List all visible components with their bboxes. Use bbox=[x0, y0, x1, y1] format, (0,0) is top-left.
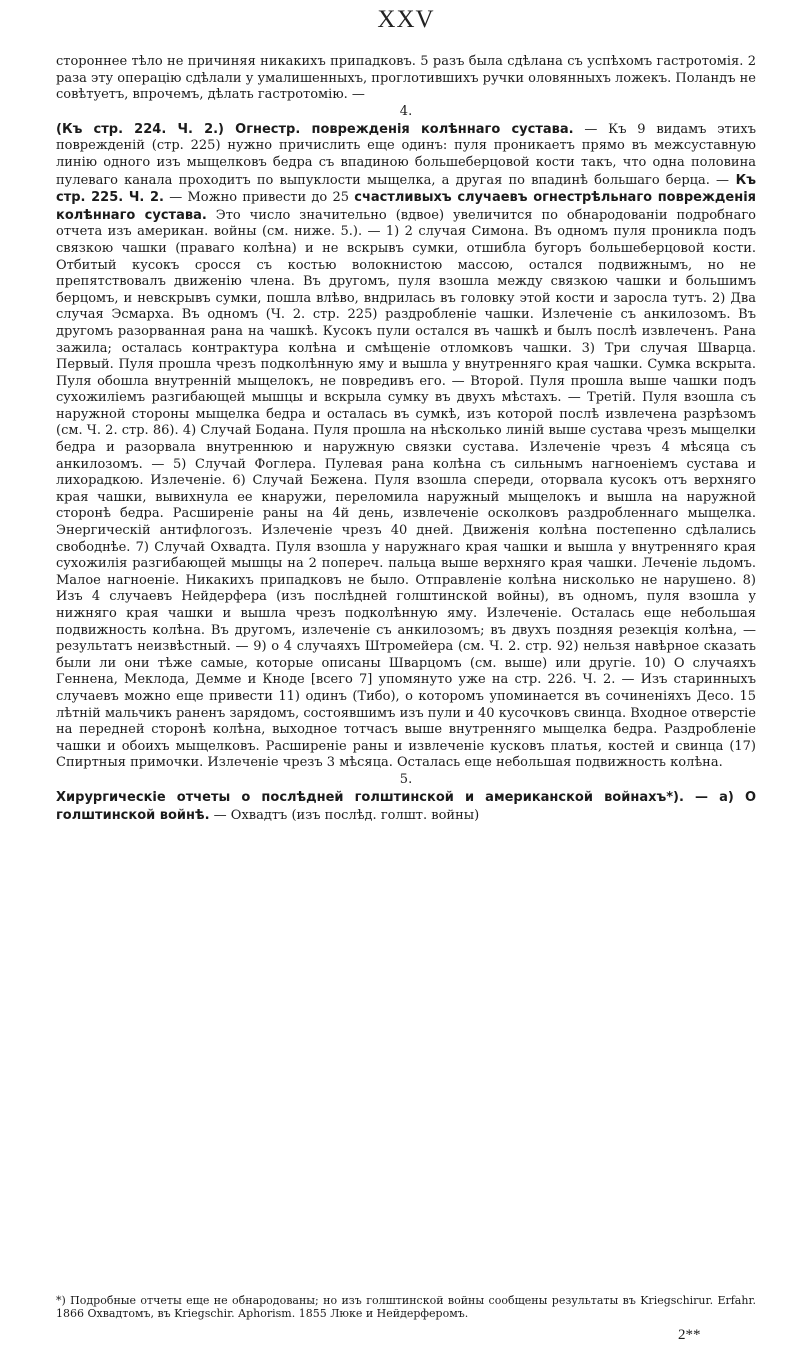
paragraph-knee-injuries bbox=[56, 121, 756, 772]
paragraph-text: — Можно привести до 25 bbox=[163, 190, 355, 206]
paragraph-gastrotomy: стороннее тѣло не причиняя никакихъ припадковъ. 5 разъ была сдѣлана съ успѣхомъ гастротомія. 2 раза эту операцію сдѣлали у умалишенныхъ, проглотившихъ ручки оловянныхъ ложекъ. Поландъ не совѣтуетъ, впрочемъ, дѣлать гастротомію. — bbox=[56, 54, 756, 103]
page bbox=[56, 0, 756, 1359]
paragraph-heading: (Къ стр. 224. Ч. 2.) Огнестр. поврежденія колѣннаго сустава. bbox=[56, 121, 574, 137]
printer-signature: 2** bbox=[678, 1327, 701, 1343]
paragraph-text: — Къ 9 видамъ этихъ поврежденій (стр. 225) нужно причислить еще одинъ: пуля проникаетъ прямо въ межсуставную линію одного изъ мыщелковъ бедра съ впадиною большеберцовой кости такъ, что одна половина пулеваго канала проходитъ по выпуклости мыщелка, а другая по впадинѣ большаго берца. — bbox=[56, 121, 756, 188]
body-text bbox=[56, 54, 756, 824]
page-number: XXV bbox=[377, 6, 435, 33]
section-number-4: 4. bbox=[399, 103, 413, 119]
paragraph-heading: счастливыхъ случаевъ огнестрѣльнаго поврежденія колѣннаго сустава. bbox=[56, 190, 756, 223]
paragraph-war-reports bbox=[56, 789, 756, 824]
section-number-5: 5. bbox=[399, 771, 413, 787]
paragraph-heading: Къ стр. 225. Ч. 2. bbox=[56, 172, 757, 206]
paragraph-text: — Охвадтъ (изъ послѣд. голшт. войны) bbox=[209, 807, 480, 823]
footnote: *) Подробные отчеты еще не обнародованы; но изъ голштинской войны сообщены результаты въ Kriegschirur. Erfahr. 1866 Охвадтомъ, въ Kriegschir. Aphorism. 1855 Люке и Нейдерферомъ. bbox=[56, 1294, 756, 1320]
paragraph-text: Это число значительно (вдвое) увеличится по обнародованіи подробнаго отчета изъ американ. войны (см. ниже. 5.). — 1) 2 случая Симона. Въ одномъ пуля проникла подъ связкою чашки (праваго колѣна) и не вскрывъ сумки, отшибла бугоръ большеберцовой кости. Отбитый кусокъ сросся съ костью волокнистою массою, остался подвижнымъ, но не препятствовалъ движенію члена. Въ другомъ, пуля взошла между связкою чашки и большимъ берцомъ, и невскрывъ сумки, пошла влѣво, вндрилась въ головку этой кости и заросла тутъ. 2) Два случая Эсмарха. Въ одномъ (Ч. 2. стр. 225) раздробленіе чашки. Излеченіе съ анкилозомъ. Въ другомъ разорванная рана на чашкѣ. Кусокъ пули остался въ чашкѣ и былъ послѣ извлеченъ. Рана зажила; осталась контрактура колѣна и смѣщеніе отломковъ чашки. 3) Три случая Шварца. Первый. Пуля прошла чрезъ подколѣнную яму и вышла у внутренняго края чашки. Сумка вскрыта. Пуля обошла внутренній мыщелокъ, не повредивъ его. — Второй. Пуля прошла выше чашки подъ сухожиліемъ разгибающей мышцы и вскрыла сумку въ двухъ мѣстахъ. — Третій. Пуля взошла съ наружной стороны мыщелка бедра и осталась въ сумкѣ, изъ которой послѣ извлечена разрѣзомъ (см. Ч. 2. стр. 86). 4) Случай Бодана. Пуля прошла на нѣсколько линій выше сустава чрезъ мыщелки бедра и разорвала внутреннюю и наружную связки сустава. Излеченіе чрезъ 4 мѣсяца съ анкилозомъ. — 5) Случай Фоглера. Пулевая рана колѣна съ сильнымъ нагноеніемъ сустава и лихорадкою. Излеченіе. 6) Случай Бежена. Пуля взошла спереди, оторвала кусокъ отъ верхняго края чашки, вывихнула ее кнаружи, переломила наружный мыщелокъ и вышла на наружной сторонѣ бедра. Расширеніе раны на 4й день, извлеченіе осколковъ раздробленнаго мыщелка. Энергическій антифлогозъ. Излеченіе чрезъ 40 дней. Движенія колѣна постепенно сдѣлались свободнѣе. 7) Случай Охвадта. Пуля взошла у наружнаго края чашки и вышла у внутренняго края сухожилія разгибающей мышцы на 2 попереч. пальца выше верхняго края чашки. Леченіе льдомъ. Малое нагноеніе. Никакихъ припадковъ не было. Отправленіе колѣна нисколько не нарушено. 8) Изъ 4 случаевъ Нейдерфера (изъ послѣдней голштинской войны), въ одномъ, пуля взошла у нижняго края чашки и вышла чрезъ подколѣнную яму. Излеченіе. Осталась еще небольшая подвижность колѣна. Въ другомъ, излеченіе съ анкилозомъ; въ двухъ поздняя резекція колѣна, — результатъ неизвѣстный. — 9) о 4 случаяхъ Штромейера (см. Ч. 2. стр. 92) нельзя навѣрное сказать были ли они тѣже самые, которые описаны Шварцомъ (см. выше) или другіе. 10) О случаяхъ Геннена, Меклода, Демме и Кноде [всего 7] упомянуто уже на стр. 226. Ч. 2. — Изъ старинныхъ случаевъ можно еще привести 11) одинъ (Тибо), о которомъ упоминается въ сочиненіяхъ Десо. 15 лѣтній мальчикъ раненъ зарядомъ, состоявшимъ изъ пули и 40 кусочковъ свинца. Входное отверстіе на передней сторонѣ колѣна, выходное тотчасъ выше внутренняго мыщелка бедра. Раздробленіе чашки и обоихъ мыщелковъ. Расширеніе раны и извлеченіе кусковъ платья, костей и свинца (17) Спиртныя примочки. Излеченіе чрезъ 3 мѣсяца. Осталась еще небольшая подвижность колѣна. bbox=[56, 207, 756, 771]
section-heading: Хирургическіе отчеты о послѣдней голштинской и американской войнахъ*). — а) О голштинской войнѣ. bbox=[56, 789, 756, 823]
